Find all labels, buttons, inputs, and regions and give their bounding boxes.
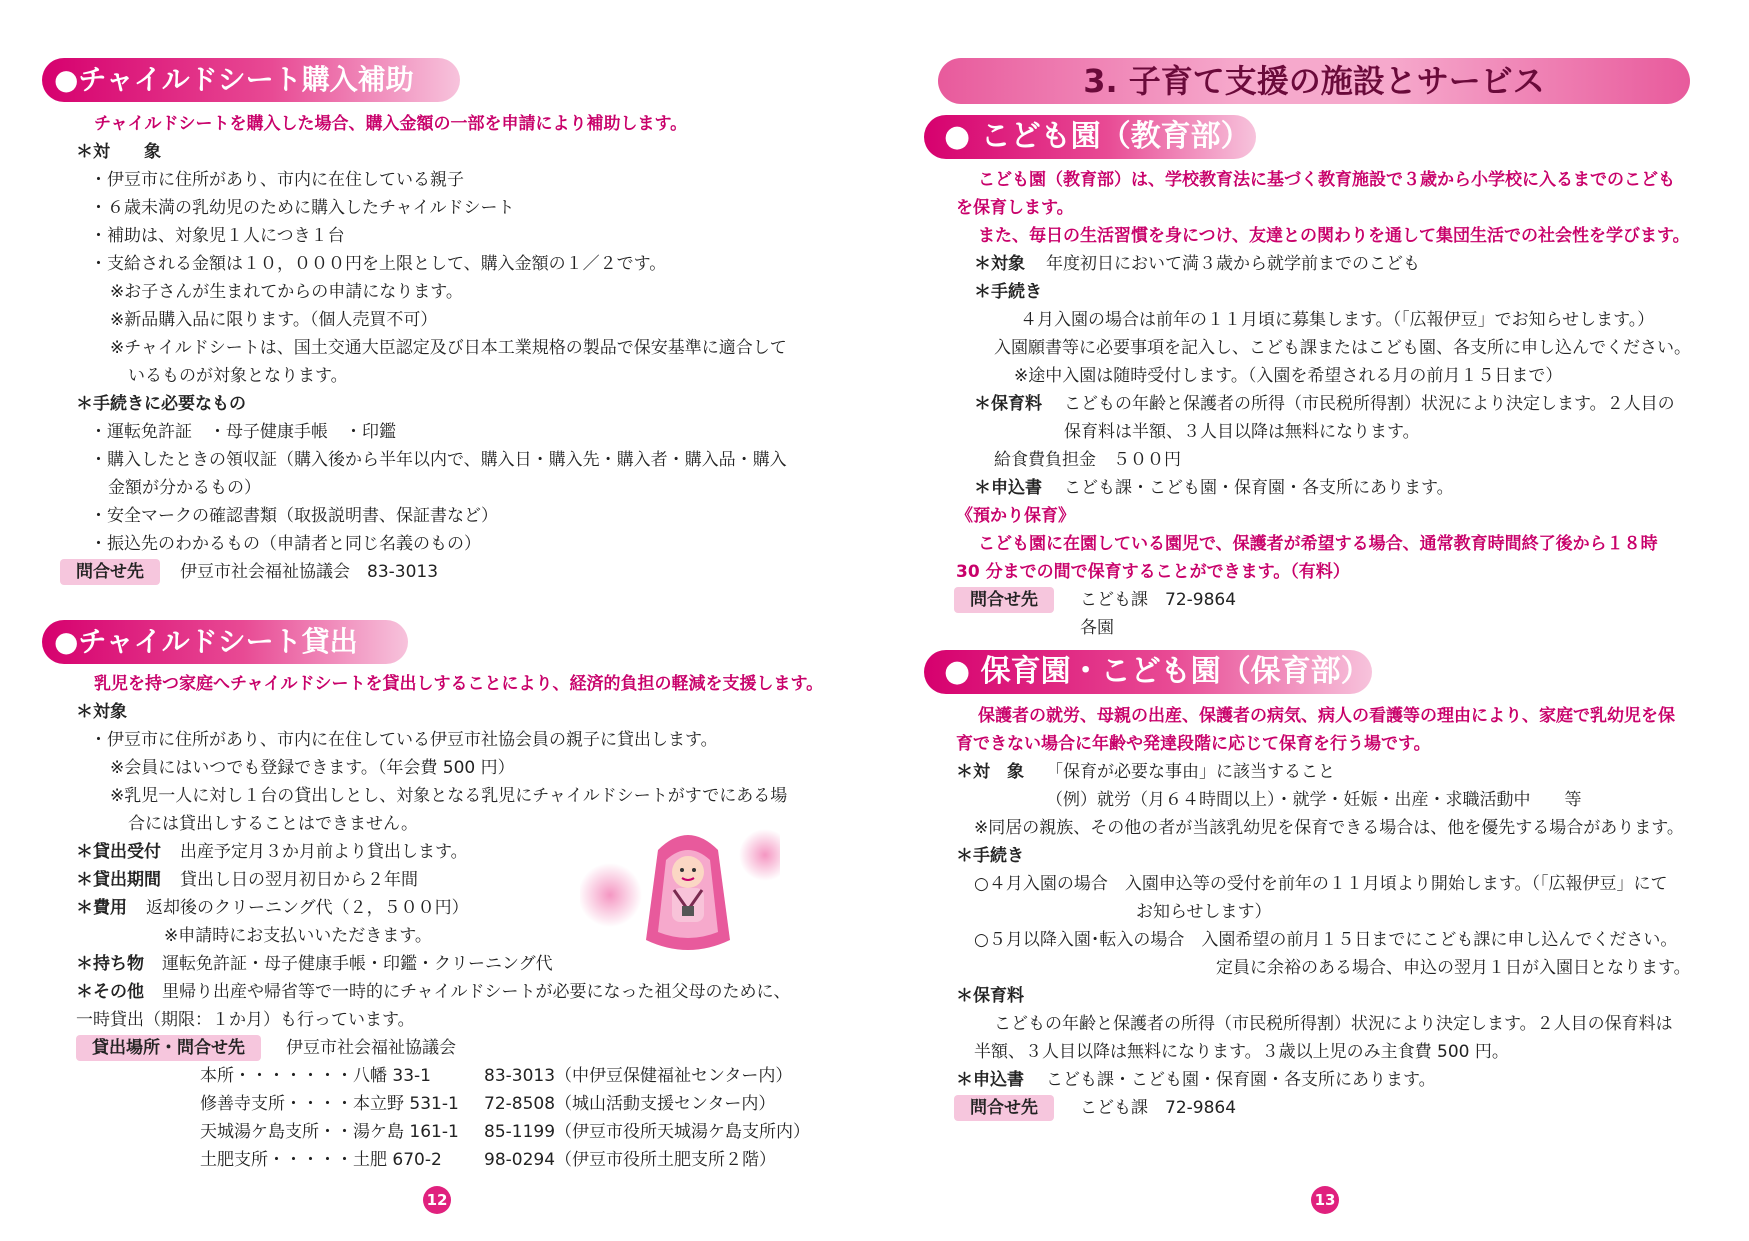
nursery-app-heading: ＊申込書	[956, 1070, 1024, 1090]
child-seat-illustration	[580, 820, 780, 970]
purchase-target-3: ・補助は、対象児１人につき１台	[90, 226, 345, 246]
rental-items: 運転免許証・母子健康手帳・印鑑・クリーニング代	[162, 954, 553, 974]
edu-contact-2: 各園	[1080, 618, 1114, 638]
rental-location-tag: 貸出場所・問合せ先	[76, 1035, 261, 1061]
edu-app: こども課・こども園・保育園・各支所にあります。	[1064, 478, 1454, 498]
office-0-name: 本所・・・・・・・八幡 33-1	[200, 1066, 431, 1086]
edu-contact-tag: 問合せ先	[954, 587, 1054, 613]
office-2-name: 天城湯ケ島支所・・湯ケ島 161-1	[200, 1122, 459, 1142]
purchase-lead: チャイルドシートを購入した場合、購入金額の一部を申請により補助します。	[94, 114, 688, 134]
purchase-contact: 伊豆市社会福祉協議会 83-3013	[180, 562, 439, 582]
rental-fee-heading: ＊費用	[76, 898, 127, 918]
office-1-tel: 72-8508（城山活動支援センター内）	[484, 1094, 776, 1114]
edu-fee-2: 保育料は半額、３人目以降は無料になります。	[1064, 422, 1420, 442]
extended-care-heading: 《預かり保育》	[956, 506, 1075, 526]
office-0-tel: 83-3013（中伊豆保健福祉センター内）	[484, 1066, 793, 1086]
rental-target-heading: ＊対象	[76, 702, 127, 722]
rental-period-heading: ＊貸出期間	[76, 870, 161, 890]
purchase-need-4: ・振込先のわかるもの（申請者と同じ名義のもの）	[90, 534, 481, 554]
page-number-right: 13	[1311, 1186, 1339, 1214]
section-title-rental: ●チャイルドシート貸出	[42, 620, 408, 664]
edu-app-heading: ＊申込書	[974, 478, 1042, 498]
purchase-target-2: ・６歳未満の乳幼児のために購入したチャイルドシート	[90, 198, 515, 218]
purchase-need-2b: 金額が分かるもの）	[108, 478, 261, 498]
nursery-target: 「保育が必要な事由」に該当すること	[1046, 762, 1335, 782]
chapter-title: 3. 子育て支援の施設とサービス	[938, 58, 1690, 104]
rental-fee: 返却後のクリーニング代（２，５００円）	[146, 898, 469, 918]
purchase-need-heading: ＊手続きに必要なもの	[76, 394, 246, 414]
nursery-contact: こども課 72-9864	[1080, 1098, 1237, 1118]
edu-target-heading: ＊対象	[974, 254, 1025, 274]
extended-care-2: 30 分までの間で保育することができます。（有料）	[956, 562, 1350, 582]
extended-care-1: こども園に在園している園児で、保護者が希望する場合、通常教育時間終了後から１８時	[978, 534, 1658, 554]
nursery-proc-heading: ＊手続き	[956, 846, 1024, 866]
rental-other-heading: ＊その他	[76, 982, 144, 1002]
rental-lead: 乳児を持つ家庭へチャイルドシートを貸出しすることにより、経済的負担の軽減を支援します。	[94, 674, 824, 694]
nursery-fee-2: 半額、３人目以降は無料になります。３歳以上児のみ主食費 500 円。	[974, 1042, 1509, 1062]
purchase-target-heading: ＊対 象	[76, 142, 161, 162]
office-3-tel: 98-0294（伊豆市役所土肥支所２階）	[484, 1150, 777, 1170]
rental-reception-heading: ＊貸出受付	[76, 842, 161, 862]
nursery-contact-tag: 問合せ先	[954, 1095, 1054, 1121]
purchase-target-1: ・伊豆市に住所があり、市内に在住している親子	[90, 170, 464, 190]
page-number-left: 12	[423, 1186, 451, 1214]
purchase-target-4: ・支給される金額は１０，０００円を上限として、購入金額の１／２です。	[90, 254, 667, 274]
rental-period: 貸出し日の翌月初日から２年間	[180, 870, 418, 890]
office-2-tel: 85-1199（伊豆市役所天城湯ケ島支所内）	[484, 1122, 811, 1142]
office-3-name: 土肥支所・・・・・土肥 670-2	[200, 1150, 442, 1170]
purchase-need-2a: ・購入したときの領収証（購入後から半年以内で、購入日・購入先・購入者・購入品・購入	[90, 450, 787, 470]
nursery-proc-1a: ○４月入園の場合 入園申込等の受付を前年の１１月頃より開始します。（「広報伊豆」にて	[974, 874, 1668, 894]
rental-reception: 出産予定月３か月前より貸出します。	[180, 842, 468, 862]
edu-proc-1: ４月入園の場合は前年の１１月頃に募集します。（「広報伊豆」でお知らせします。）	[1020, 310, 1655, 330]
edu-lead-3: また、毎日の生活習慣を身につけ、友達との関わりを通して集団生活での社会性を学びます。	[978, 226, 1690, 246]
edu-contact-1: こども課 72-9864	[1080, 590, 1237, 610]
edu-fee-heading: ＊保育料	[974, 394, 1042, 414]
purchase-note-3a: ※チャイルドシートは、国土交通大臣認定及び日本工業規格の製品で保安基準に適合して	[110, 338, 787, 358]
rental-other-b: 一時貸出（期限：１か月）も行っています。	[76, 1010, 415, 1030]
edu-proc-2: 入園願書等に必要事項を記入し、こども課またはこども園、各支所に申し込んでください。	[994, 338, 1691, 358]
nursery-fee-1: こどもの年齢と保護者の所得（市民税所得割）状況により決定します。２人目の保育料は	[994, 1014, 1673, 1034]
edu-target: 年度初日において満３歳から就学前までのこども	[1046, 254, 1420, 274]
rental-note-2b: 合には貸出しすることはできません。	[128, 814, 419, 834]
section-title-nursery: ● 保育園・こども園（保育部）	[924, 650, 1372, 694]
purchase-note-2: ※新品購入品に限ります。（個人売買不可）	[110, 310, 438, 330]
nursery-target-heading: ＊対 象	[956, 762, 1024, 782]
nursery-fee-heading: ＊保育料	[956, 986, 1024, 1006]
rental-location: 伊豆市社会福祉協議会	[286, 1038, 456, 1058]
rental-items-heading: ＊持ち物	[76, 954, 144, 974]
nursery-example: （例）就労（月６４時間以上）・就学・妊娠・出産・求職活動中 等	[1046, 790, 1582, 810]
purchase-note-1: ※お子さんが生まれてからの申請になります。	[110, 282, 463, 302]
nursery-note: ※同居の親族、その他の者が当該乳幼児を保育できる場合は、他を優先する場合があります。	[974, 818, 1684, 838]
edu-lead-2: を保育します。	[956, 198, 1074, 218]
nursery-proc-2b: 定員に余裕のある場合、申込の翌月１日が入園日となります。	[1216, 958, 1691, 978]
purchase-need-3: ・安全マークの確認書類（取扱説明書、保証書など）	[90, 506, 498, 526]
edu-fee-1: こどもの年齢と保護者の所得（市民税所得割）状況により決定します。２人目の	[1064, 394, 1675, 414]
rental-note-2a: ※乳児一人に対し１台の貸出しとし、対象となる乳児にチャイルドシートがすでにある場	[110, 786, 788, 806]
rental-fee-note: ※申請時にお支払いいただきます。	[164, 926, 432, 946]
purchase-contact-tag: 問合せ先	[60, 559, 160, 585]
purchase-note-3b: いるものが対象となります。	[128, 366, 348, 386]
section-title-kodomoen-education: ● こども園（教育部）	[924, 115, 1256, 159]
purchase-need-1: ・運転免許証 ・母子健康手帳 ・印鑑	[90, 422, 396, 442]
nursery-proc-2a: ○５月以降入園･転入の場合 入園希望の前月１５日までにこども課に申し込んでください。	[974, 930, 1678, 950]
edu-meal: 給食費負担金 ５００円	[994, 450, 1181, 470]
right-page	[874, 0, 1749, 1241]
edu-proc-heading: ＊手続き	[974, 282, 1042, 302]
office-1-name: 修善寺支所・・・・本立野 531-1	[200, 1094, 459, 1114]
section-title-purchase-subsidy: ●チャイルドシート購入補助	[42, 58, 460, 102]
rental-other-a: 里帰り出産や帰省等で一時的にチャイルドシートが必要になった祖父母のために、	[162, 982, 791, 1002]
left-page	[0, 0, 874, 1241]
edu-lead-1: こども園（教育部）は、学校教育法に基づく教育施設で３歳から小学校に入るまでのこども	[978, 170, 1675, 190]
nursery-lead-1: 保護者の就労、母親の出産、保護者の病気、病人の看護等の理由により、家庭で乳幼児を保	[978, 706, 1675, 726]
nursery-proc-1b: お知らせします）	[1136, 902, 1272, 922]
nursery-app: こども課・こども園・保育園・各支所にあります。	[1046, 1070, 1436, 1090]
rental-note-1: ※会員にはいつでも登録できます。（年会費 500 円）	[110, 758, 515, 778]
edu-proc-3: ※途中入園は随時受付します。（入園を希望される月の前月１５日まで）	[1014, 366, 1563, 386]
nursery-lead-2: 育できない場合に年齢や発達段階に応じて保育を行う場です。	[956, 734, 1431, 754]
rental-target-1: ・伊豆市に住所があり、市内に在住している伊豆市社協会員の親子に貸出します。	[90, 730, 718, 750]
